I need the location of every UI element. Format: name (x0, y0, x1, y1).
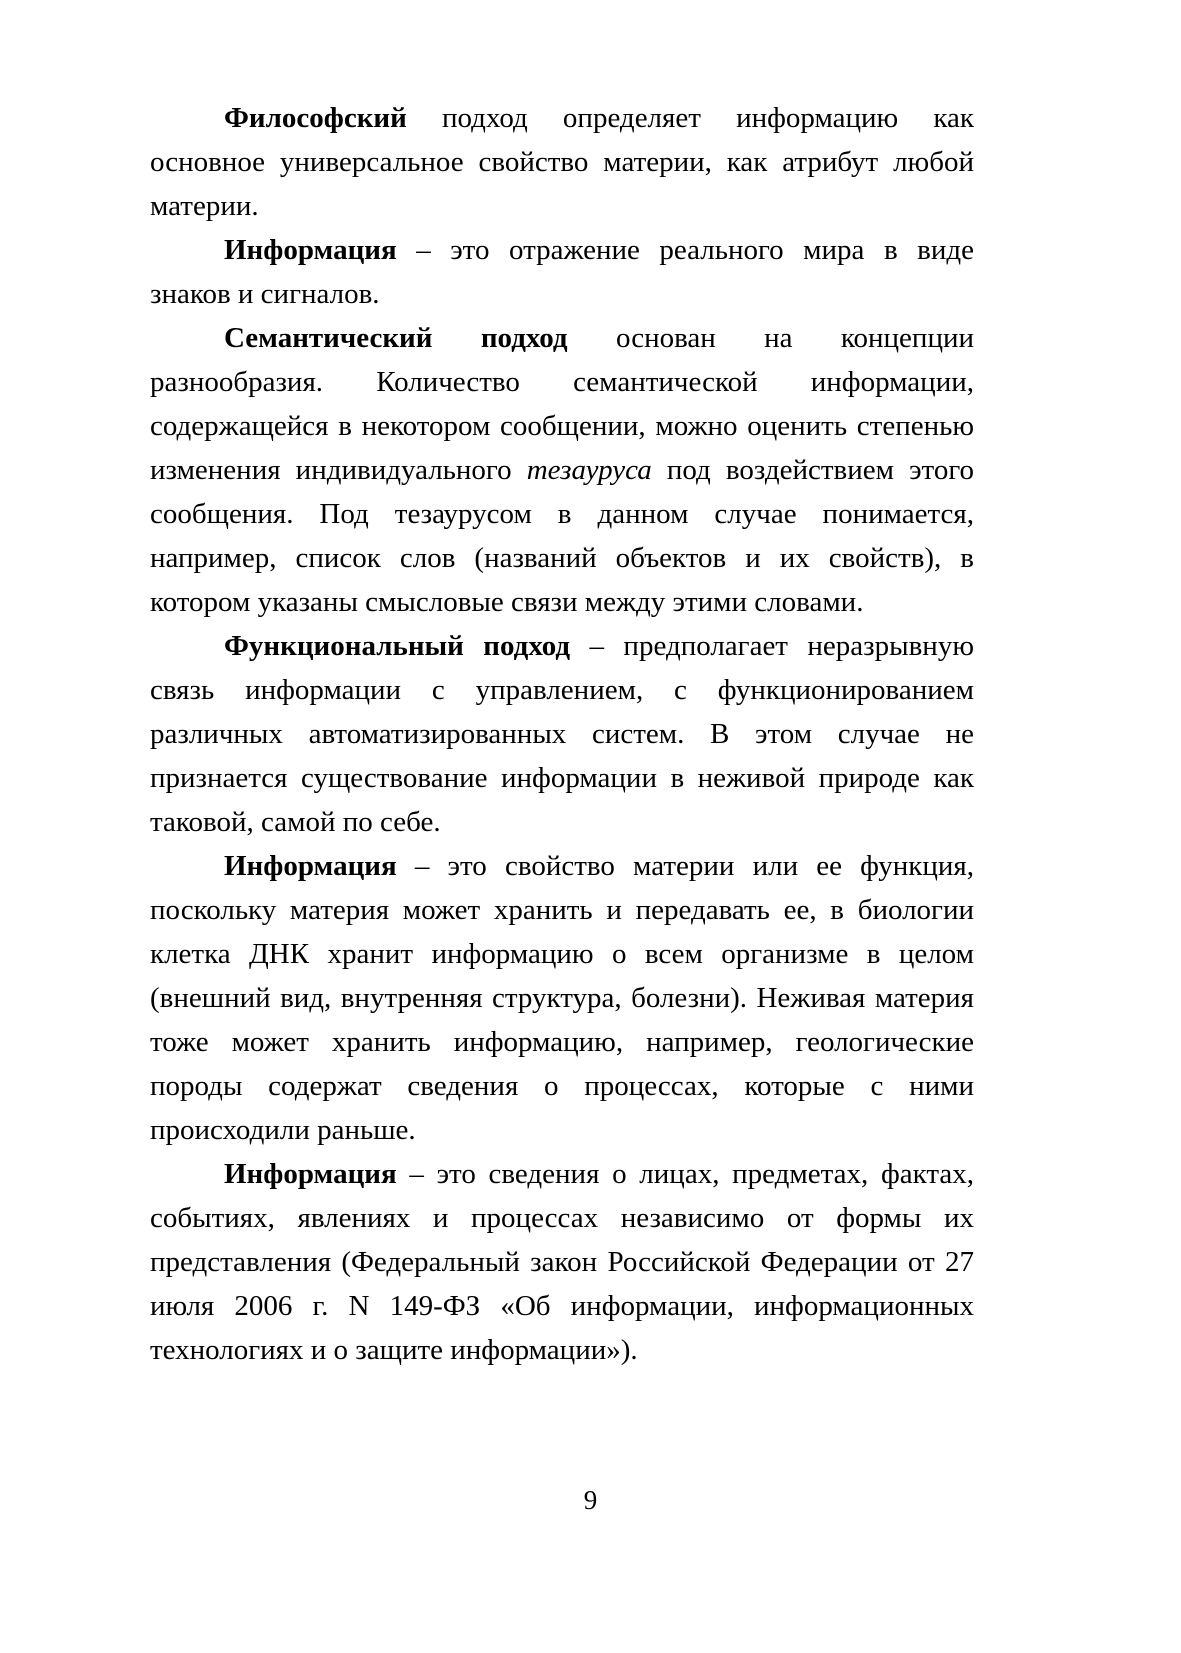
paragraph (150, 96, 974, 228)
text-run: Информация (224, 1158, 397, 1190)
text-run: под воздействием этого сообщения. Под тезаурусом в данном случае понимается, например, список слов (названий объектов и их свойств), в котором указаны смысловые связи между этими словами. (150, 454, 974, 618)
text-run: – это отражение реального мира в виде знаков и сигналов. (150, 234, 974, 310)
page-number: 9 (583, 1485, 598, 1515)
paragraph (150, 1152, 974, 1372)
text-run: основан на концепции разнообразия. Количество семантической информации, содержащейся в некотором сообщении, можно оценить степенью изменения индивидуального (150, 322, 974, 486)
paragraph (150, 316, 974, 624)
paragraph (150, 844, 974, 1152)
text-run: – это сведения о лицах, предметах, фактах, событиях, явлениях и процессах независимо от формы их представления (Федеральный закон Российской Федерации от 27 июля 2006 г. N 149-ФЗ «Об информации, информационных технологиях и о защите информации»). (150, 1158, 974, 1366)
text-run: Информация (224, 234, 397, 266)
text-run: – это свойство материи или ее функция, поскольку материя может хранить и передавать ее, в биологии клетка ДНК хранит информацию о всем организме в целом (внешний вид, внутренняя структура, болезни). Неживая материя тоже может хранить информацию, например, геологические породы содержат сведения о процессах, которые с ними происходили раньше. (150, 850, 974, 1146)
text-run: тезауруса (526, 454, 652, 486)
text-run: Информация (224, 850, 397, 882)
paragraph (150, 228, 974, 316)
page-content (150, 96, 974, 1372)
paragraph (150, 624, 974, 844)
text-run: Философский (224, 102, 407, 134)
text-run: Функциональный подход (224, 630, 571, 662)
text-run: подход определяет информацию как основное универсальное свойство материи, как атрибут любой материи. (150, 102, 974, 222)
text-run: Семантический подход (224, 322, 568, 354)
text-run: – предполагает неразрывную связь информации с управлением, с функционированием различных автоматизированных систем. В этом случае не признается существование информации в неживой природе как таковой, самой по себе. (150, 630, 974, 838)
